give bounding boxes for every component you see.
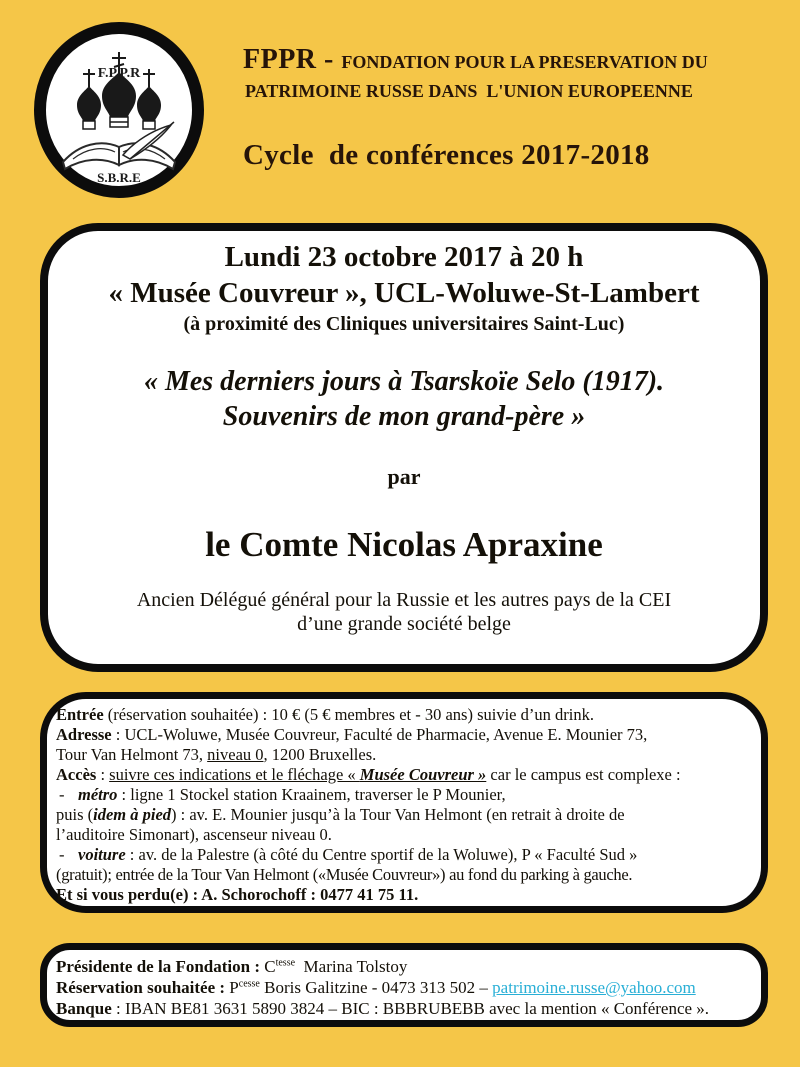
email-link[interactable]: patrimoine.russe@yahoo.com: [492, 978, 696, 997]
title-superscript: tesse: [275, 957, 296, 969]
president-line: Présidente de la Fondation : $C^{tesse}$ Marina Tolstoy: [56, 957, 408, 976]
voiture-line: - voiture : av. de la Palestre (à côté du Centre sportif de la Woluwe), P « Faculté Sud »: [59, 845, 638, 864]
event-venue: « Musée Couvreur », UCL-Woluwe-St-Lambert: [108, 277, 700, 309]
lecture-title-line2: Souvenirs de mon grand-père »: [222, 401, 586, 432]
masthead: [243, 44, 773, 172]
president-label: Présidente de la Fondation :: [56, 957, 265, 976]
acces-underlined-phrase: suivre ces indications et le fléchage « Musée Couvreur »: [109, 765, 487, 784]
practical-info-box: [40, 692, 768, 913]
lecture-title-line1: « Mes derniers jours à Tsarskoïe Selo (1917).: [143, 366, 665, 397]
series-title: Cycle de conférences 2017-2018: [243, 139, 650, 171]
event-box: [40, 223, 768, 672]
org-name-line2: PATRIMOINE RUSSE DANS L'UNION EUROPEENNE: [245, 81, 693, 101]
entree-label: Entrée: [56, 705, 104, 724]
bullet-dash: -: [59, 845, 65, 864]
metro-label: métro: [78, 785, 118, 804]
bank-line: Banque : IBAN BE81 3631 5890 3824 – BIC : BBBRUBEBB avec la mention « Conférence ».: [56, 999, 710, 1018]
niveau-0-underlined: niveau 0: [207, 745, 264, 764]
if-lost-line: Et si vous perdu(e) : A. Schorochoff : 0477 41 75 11.: [56, 885, 419, 904]
voiture-line2: (gratuit); entrée de la Tour Van Helmont («Musée Couvreur») au fond du parking à gauche.: [56, 865, 633, 884]
metro-line3: l’auditoire Simonart), ascenseur niveau 0.: [56, 825, 332, 844]
speaker-description-line2: d’une grande société belge: [297, 613, 511, 635]
adresse-label: Adresse: [56, 725, 112, 744]
event-venue-note: (à proximité des Cliniques universitaires Saint-Luc): [183, 313, 625, 335]
acces-line: Accès : suivre ces indications et le fléchage « Musée Couvreur » car le campus est complexe :: [56, 765, 681, 784]
by-label: par: [387, 464, 421, 489]
speaker-name: le Comte Nicolas Apraxine: [205, 525, 603, 564]
metro-line: - métro : ligne 1 Stockel station Kraainem, traverser le P Mounier,: [59, 785, 506, 804]
reservation-label: Réservation souhaitée :: [56, 978, 230, 997]
event-datetime: Lundi 23 octobre 2017 à 20 h: [224, 241, 584, 273]
logo-bottom-label: S.B.R.E: [97, 170, 141, 185]
president-name: Marina Tolstoy: [295, 957, 408, 976]
speaker-description-line1: Ancien Délégué général pour la Russie et les autres pays de la CEI: [136, 589, 672, 611]
voiture-label: voiture: [78, 845, 126, 864]
adresse-line2: Tour Van Helmont 73, niveau 0, 1200 Bruxelles.: [56, 745, 377, 764]
adresse-line: Adresse : UCL-Woluwe, Musée Couvreur, Faculté de Pharmacie, Avenue E. Mounier 73,: [56, 725, 648, 744]
reservation-line: Réservation souhaitée : $P^{cesse}$ Boris Galitzine - 0473 313 502 – patrimoine.russe@yahoo.com: [56, 978, 696, 997]
entree-line: Entrée (réservation souhaitée) : 10 € (5 € membres et - 30 ans) suivie d’un drink.: [56, 705, 594, 724]
org-name-line1: FPPR - FONDATION POUR LA PRESERVATION DU: [243, 44, 708, 75]
acces-label: Accès: [56, 765, 97, 784]
title-superscript: cesse: [238, 978, 260, 990]
contact-box: [40, 943, 768, 1027]
bullet-dash: -: [59, 785, 65, 804]
fppr-logo: [33, 21, 205, 199]
metro-line2: puis (idem à pied) : av. E. Mounier jusqu’à la Tour Van Helmont (en retrait à droite de: [56, 805, 625, 824]
logo-top-label: F.P.P.R: [97, 66, 141, 81]
bank-label: Banque: [56, 999, 112, 1018]
org-acronym: FPPR -: [243, 44, 342, 75]
